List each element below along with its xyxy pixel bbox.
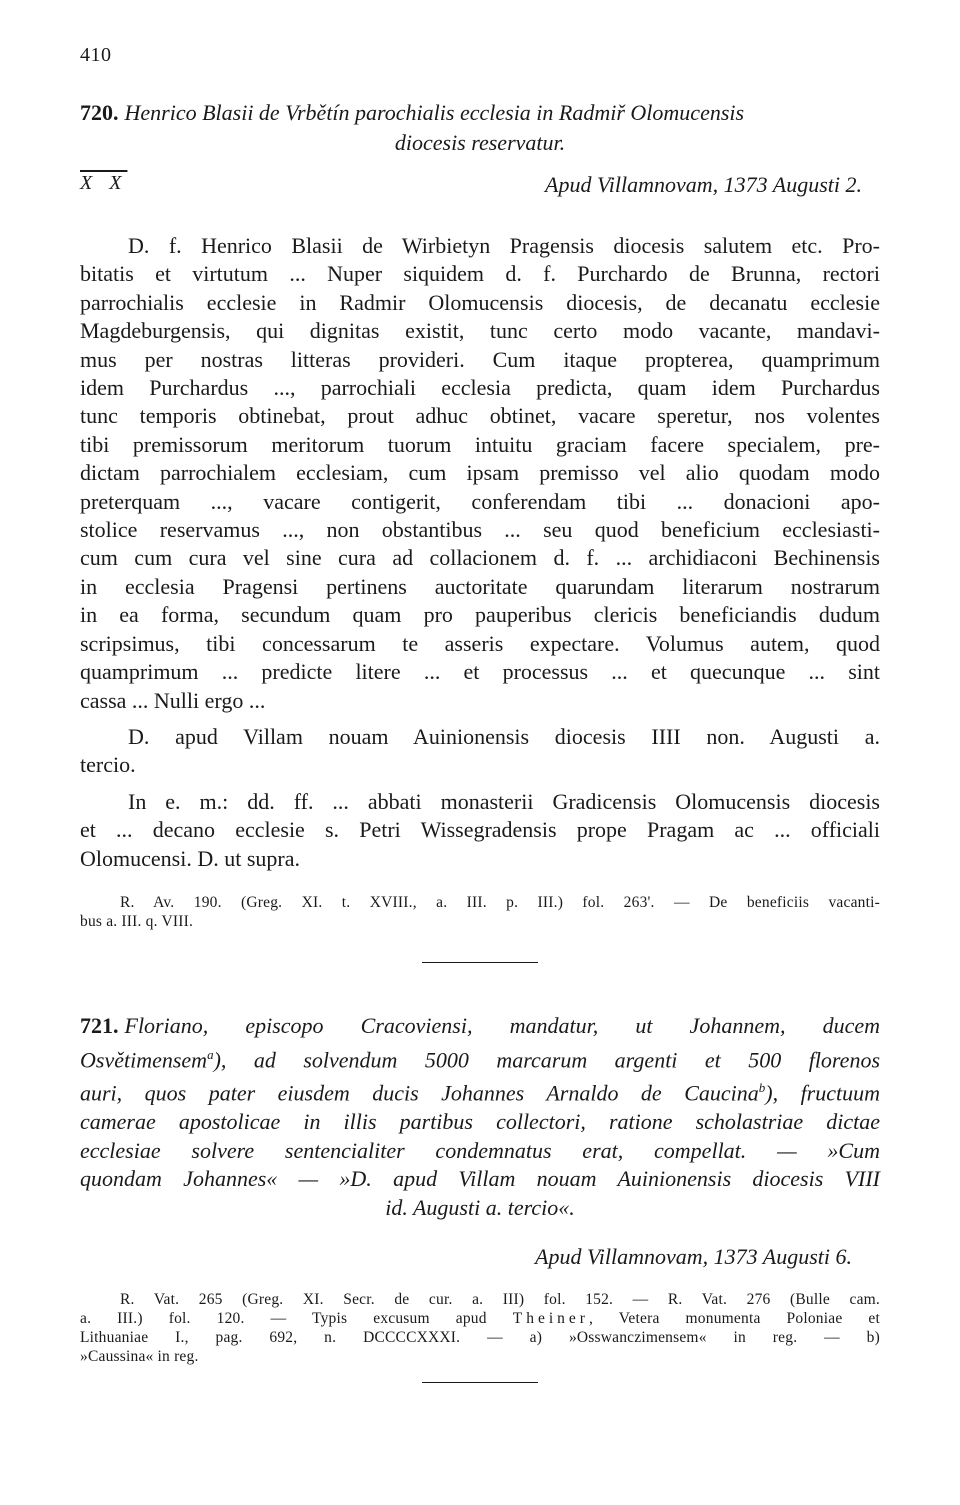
- entry-721-title-text-3b: ), fructuum: [765, 1080, 881, 1106]
- entry-720-executors-1: In e. m.: dd. ff. ... abbati monasterii Gradicensis Olomucensis diocesis: [128, 788, 880, 814]
- entry-721: [80, 1012, 880, 1366]
- entry-720-line-12: cum cum cura vel sine cura ad collacionem d. f. ... archidiaconi Bechinensis: [80, 545, 880, 571]
- entry-721-note-4: »Caussina« in reg.: [80, 1348, 199, 1366]
- entry-721-title-line-3: [80, 1074, 880, 1108]
- entry-721-title-text-3a: auri, quos pater eiusdem ducis Johannes Arnaldo de Caucina: [80, 1080, 759, 1106]
- entry-720-line-3: parrochialis ecclesie in Radmir Olomucensis diocesis, de decanatu ecclesie: [80, 289, 880, 315]
- entry-720-line-1: D. f. Henrico Blasii de Wirbietyn Pragensis diocesis salutem etc. Pro-: [128, 233, 880, 258]
- entry-721-note-3: Lithuaniae I., pag. 692, n. DCCCCXXXI. — a) »Osswanczimensem« in reg. — b): [80, 1329, 880, 1347]
- entry-720-line-9: dictam parrochialem ecclesiam, cum ipsam premisso vel alio quodam modo: [80, 460, 880, 486]
- entry-720-line-6: idem Purchardus ..., parrochiali ecclesia predicta, quam idem Purchardus: [80, 375, 880, 401]
- entry-720-line-4: Magdeburgensis, qui dignitas existit, tunc certo modo vacante, mandavi-: [80, 318, 880, 344]
- entry-721-title-line-1: [80, 1012, 880, 1041]
- entry-721-title-line-7: id. Augusti a. tercio«.: [385, 1194, 575, 1220]
- entry-720-line-13: in ecclesia Pragensi pertinens auctoritate quarundam literarum nostrarum: [80, 573, 880, 599]
- entry-720-line-7: tunc temporis obtinebat, prout adhuc obtinet, vacare speretur, nos volentes: [80, 403, 880, 429]
- entry-720-marks: X X: [80, 172, 128, 194]
- entry-720-body: [80, 232, 880, 931]
- entry-721-title-line-6: quondam Johannes« — »D. apud Villam nouam Auinionensis diocesis VIII: [80, 1166, 880, 1192]
- entry-720-dateline: [80, 172, 880, 208]
- entry-721-title-text-2a: Osvětimensem: [80, 1046, 208, 1072]
- entry-721-note-author: Theiner: [512, 1310, 589, 1328]
- entry-721-title-text-2b: ), ad solvendum 5000 marcarum argenti et 500 florenos: [213, 1046, 880, 1072]
- separator-rule-2: [422, 1382, 538, 1383]
- entry-721-title-line-4: camerae apostolicae in illis partibus collectori, ratione scholastriae dictae: [80, 1109, 880, 1135]
- footnote-mark-b: b: [758, 1080, 766, 1096]
- entry-721-title-line-2: [80, 1041, 880, 1075]
- entry-720-line-10: preterquam ..., vacare contigerit, conferendam tibi ... donacioni apo-: [80, 488, 880, 514]
- entry-721-note-1: R. Vat. 265 (Greg. XI. Secr. de cur. a. III) fol. 152. — R. Vat. 276 (Bulle cam.: [120, 1291, 880, 1309]
- entry-721-note-2: [80, 1309, 880, 1328]
- entry-721-note-2b: , Vetera monumenta Poloniae et: [588, 1310, 880, 1328]
- entry-721-note-2a: a. III.) fol. 120. — Typis excusum apud: [80, 1310, 487, 1328]
- separator-rule-1: [422, 962, 538, 963]
- entry-720-executors-2: et ... decano ecclesie s. Petri Wissegradensis prope Pragam ac ... officiali: [80, 817, 880, 843]
- entry-720-title-line1: Henrico Blasii de Vrbětín parochialis ecclesia in Radmiř Olomucensis: [124, 100, 745, 125]
- entry-720-line-14: in ea forma, secundum quam pro pauperibus clericis beneficiandis dudum: [80, 602, 880, 628]
- entry-720-note-2: bus a. III. q. VIII.: [80, 912, 194, 930]
- entry-720-line-17: cassa ... Nulli ergo ...: [80, 687, 266, 713]
- entry-720-line-15: scripsimus, tibi concessarum te asseris expectare. Volumus autem, quod: [80, 630, 880, 656]
- entry-720-line-8: tibi premissorum meritorum tuorum intuitu graciam facere specialem, pre-: [80, 431, 880, 457]
- footnote-mark-a: a: [207, 1046, 214, 1062]
- entry-720-executors-3: Olomucensi. D. ut supra.: [80, 845, 300, 871]
- entry-721-place-date: Apud Villamnovam, 1373 Augusti 6.: [535, 1244, 852, 1270]
- page-number: 410: [80, 44, 112, 66]
- entry-720-title: [80, 98, 880, 128]
- entry-720-note-1: R. Av. 190. (Greg. XI. t. XVIII., a. III. p. III.) fol. 263'. — De beneficiis vacanti-: [120, 893, 880, 911]
- entry-721-title-text-1: Floriano, episcopo Cracoviensi, mandatur, ut Johannem, ducem: [124, 1013, 880, 1038]
- entry-720-title-line2: diocesis reservatur.: [394, 130, 566, 155]
- entry-720-line-11: stolice reservamus ..., non obstantibus ... seu quod beneficium ecclesiasti-: [80, 517, 880, 543]
- entry-720: [80, 98, 880, 216]
- entry-720-line-5: mus per nostras litteras provideri. Cum itaque propterea, quamprimum: [80, 346, 880, 372]
- entry-720-dating-2: tercio.: [80, 752, 136, 778]
- entry-720-dating-1: D. apud Villam nouam Auinionensis diocesis IIII non. Augusti a.: [128, 723, 880, 749]
- entry-720-place-date: Apud Villamnovam, 1373 Augusti 2.: [545, 172, 862, 197]
- entry-721-number: 721.: [80, 1013, 119, 1038]
- entry-721-title-line-5: ecclesiae solvere sentencialiter condemnatus erat, compellat. — »Cum: [80, 1137, 880, 1163]
- entry-720-line-2: bitatis et virtutum ... Nuper siquidem d. f. Purchardo de Brunna, rectori: [80, 261, 880, 287]
- entry-720-number: 720.: [80, 100, 119, 125]
- entry-720-line-16: quamprimum ... predicte litere ... et processus ... et quecunque ... sint: [80, 659, 880, 685]
